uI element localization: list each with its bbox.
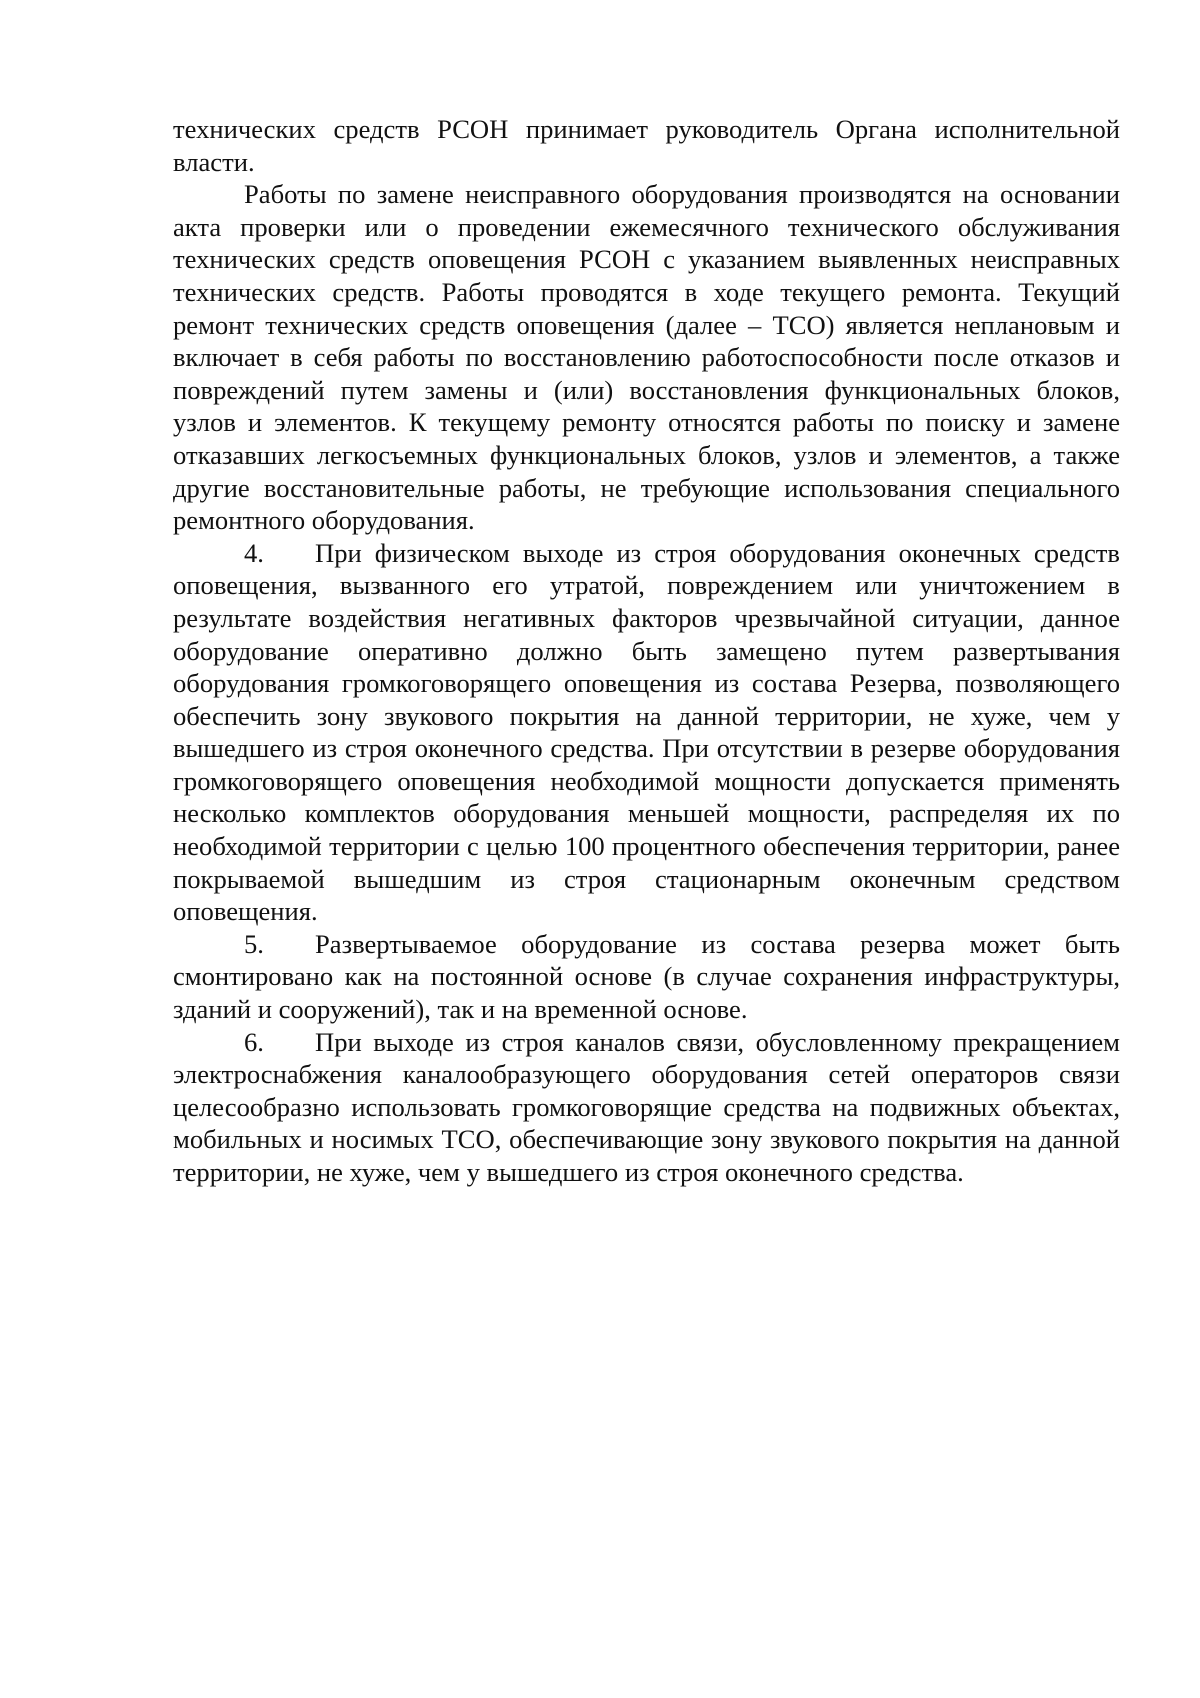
paragraph-number: 4. (244, 537, 264, 568)
paragraph-repair-works: Работы по замене неисправного оборудования производятся на основании акта проверки или о проведении ежемесячного технического обслуживания технических средств оповещения РСОН с указанием выявленных неисправных технических средств. Работы проводятся в ходе текущего ремонта. Текущий ремонт технических средств оповещения (далее – ТСО) является неплановым и включает в себя работы по восстановлению работоспособности после отказов и повреждений путем замены и (или) восстановления функциональных блоков, узлов и элементов. К текущему ремонту относятся работы по поиску и замене отказавших легкосъемных функциональных блоков, узлов и элементов, а также другие восстановительные работы, не требующие использования специального ремонтного оборудования. (173, 179, 1120, 536)
paragraph-number: 5. (244, 928, 264, 959)
paragraph-item-4 (173, 537, 1120, 928)
paragraph-text: При физическом выходе из строя оборудования оконечных средств оповещения, вызванного его утратой, повреждением или уничтожением в результате воздействия негативных факторов чрезвычайной ситуации, данное оборудование оперативно должно быть замещено путем развертывания оборудования громкоговорящего оповещения из состава Резерва, позволяющего обеспечить зону звукового покрытия на данной территории, не хуже, чем у вышедшего из строя оконечного средства. При отсутствии в резерве оборудования громкоговорящего оповещения необходимой мощности допускается применять несколько комплектов оборудования меньшей мощности, распределяя их по необходимой территории с целью 100 процентного обеспечения территории, ранее покрываемой вышедшим из строя стационарным оконечным средством оповещения. (173, 537, 1120, 927)
paragraph-text: При выходе из строя каналов связи, обусловленному прекращением электроснабжения каналообразующего оборудования сетей операторов связи целесообразно использовать громкоговорящие средства на подвижных объектах, мобильных и носимых ТСО, обеспечивающие зону звукового покрытия на данной территории, не хуже, чем у вышедшего из строя оконечного средства. (173, 1026, 1120, 1187)
paragraph-item-6 (173, 1026, 1120, 1189)
paragraph-item-5 (173, 928, 1120, 1026)
paragraph-number: 6. (244, 1026, 264, 1057)
document-page (173, 113, 1120, 1189)
paragraph-continuation: технических средств РСОН принимает руководитель Органа исполнительной власти. (173, 114, 1120, 177)
paragraph-text: Развертываемое оборудование из состава резерва может быть смонтировано как на постоянной основе (в случае сохранения инфраструктуры, зданий и сооружений), так и на временной основе. (173, 928, 1120, 1025)
